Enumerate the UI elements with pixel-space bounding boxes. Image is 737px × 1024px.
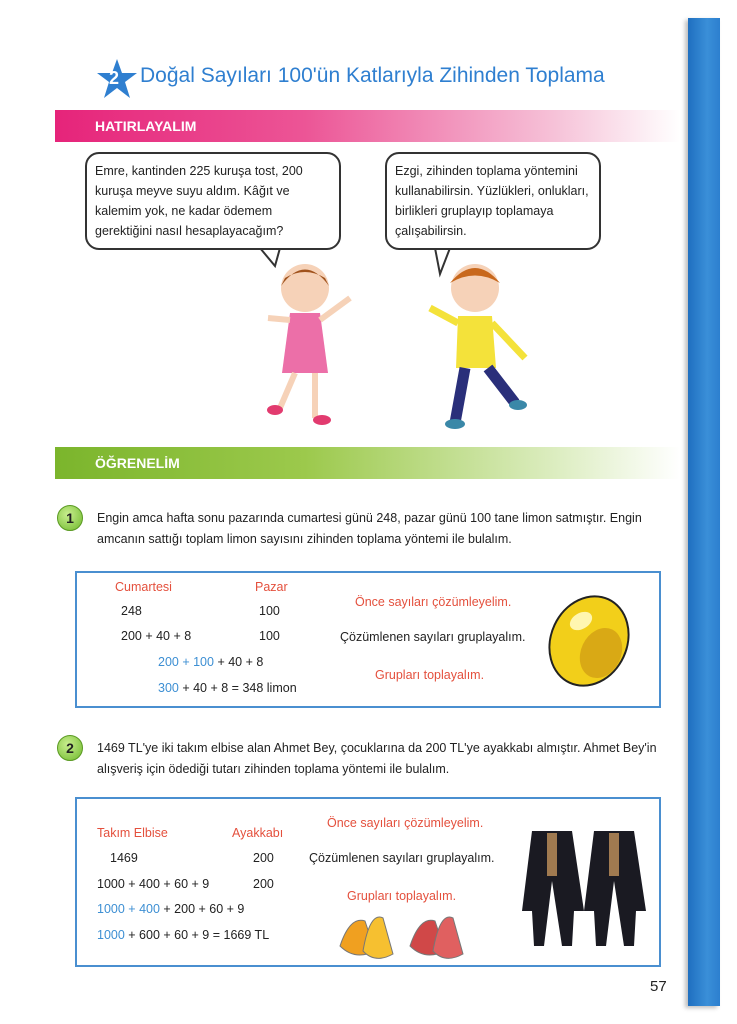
section-banner-ogrenelim: ÖĞRENELİM [55,447,680,479]
highlight: 300 [158,681,179,695]
column-header: Takım Elbise [97,826,168,840]
value: 1469 [110,851,138,865]
value: 200 [253,851,274,865]
column-header: Pazar [255,580,288,594]
rest: + 40 + 8 [213,655,264,669]
step-1: Önce sayıları çözümleyelim. [355,595,512,609]
step-2: Çözümlenen sayıları gruplayalım. [340,630,526,644]
expanded-number: 200 + 40 + 8 [121,629,192,643]
problem-2-text: 1469 TL'ye iki takım elbise alan Ahmet Bey, çocuklarına da 200 TL'ye ayakkabı almıştır. Ahmet Bey'in alışveriş için ödediği tutarı zihinden toplama yöntemi ile bulalım. [97,741,657,776]
sneakers-image [335,906,475,964]
problem-1-text: Engin amca hafta sonu pazarında cumartesi günü 248, pazar günü 100 tane limon satmıştır. Engin amcanın sattığı toplam limon sayısını zihinden toplama yöntemi ile bulalım. [97,511,642,546]
step-3: Grupları toplayalım. [347,889,457,903]
value: 100 [259,604,280,618]
children-illustration [250,248,540,430]
step-1: Önce sayıları çözümleyelim. [327,816,484,830]
highlight: 1000 [97,928,125,942]
speech-bubble-girl: Emre, kantinden 225 kuruşa tost, 200 kuruşa meyve suyu aldım. Kâğıt ve kalemim yok, ne kadar ödemem gerektiğini nasıl hesaplayacağım? [85,152,341,250]
lemon-image [539,591,639,691]
grouped-expression [97,902,244,916]
rest: + 600 + 60 + 9 = 1669 TL [124,928,270,942]
value: 248 [121,604,142,618]
value: 100 [259,629,280,643]
operator: + [178,655,194,669]
problem-1-solution-box [75,571,661,708]
speech-bubble-boy: Ezgi, zihinden toplama yöntemini kullanabilirsin. Yüzlükleri, onlukları, birlikleri gruplayıp toplamaya çalışabilirsin. [385,152,601,250]
column-header: Cumartesi [115,580,172,594]
column-header: Ayakkabı [232,826,284,840]
expanded-number: 1000 + 400 + 60 + 9 [97,877,210,891]
operator: + [124,902,140,916]
step-2: Çözümlenen sayıları gruplayalım. [309,851,495,865]
lesson-number: 2 [109,68,120,88]
result-expression [158,681,297,695]
rest: + 40 + 8 = 348 limon [178,681,297,695]
problem-number-badge: 2 [57,735,83,761]
page-number: 57 [650,978,667,995]
step-3: Grupları toplayalım. [375,668,485,682]
result-expression [97,928,269,942]
highlight: 400 [139,902,160,916]
value: 200 [253,877,274,891]
section-banner-hatirlayalim: HATIRLAYALIM [55,110,680,142]
grouped-expression [158,655,263,669]
problem-2-solution-box [75,797,661,967]
page-edge-bar [688,18,720,1006]
problem-number-badge: 1 [57,505,83,531]
page-title: Doğal Sayıları 100'ün Katlarıyla Zihinden Toplama [140,64,605,87]
suits-image [522,821,652,951]
highlight: 1000 [97,902,125,916]
highlight: 200 [158,655,179,669]
rest: + 200 + 60 + 9 [159,902,245,916]
highlight: 100 [193,655,214,669]
